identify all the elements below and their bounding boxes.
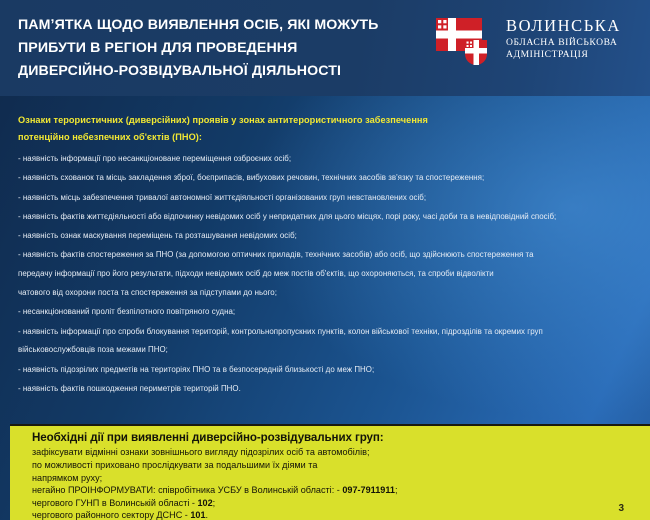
indicator-line: - наявність інформації про несанкціоноване переміщення озброєних осіб; [18, 154, 292, 163]
indicator-line: - наявність фактів пошкодження периметрів територій ПНО. [18, 383, 241, 393]
page-title-line-1: ПАМʼЯТКА ЩОДО ВИЯВЛЕННЯ ОСІБ, ЯКІ МОЖУТЬ [18, 17, 379, 33]
indicator-line: передачу інформації про його результати, підходи невідомих осіб до меж постів об'єктів, що охороняються, та спроби відволікти [18, 269, 494, 279]
indicator-line: - несанкціонований проліт безпілотного повітряного судна; [18, 307, 236, 317]
required-actions-list [32, 446, 650, 520]
required-action-line: по можливості приховано прослідкувати за подальшими їх діями та [32, 460, 318, 471]
indicator-item [18, 154, 640, 165]
required-actions-heading: Необхідні дії при виявленні диверсійно-розвідувальних груп: [32, 431, 384, 444]
indicator-item [18, 384, 640, 395]
required-action-line: чергового ГУНП в Волинській області - 102; [32, 497, 216, 508]
required-action-line: напрямком руху; [32, 472, 103, 483]
indicator-line: - наявність ознак маскування переміщень та розташування невідомих осіб; [18, 231, 297, 241]
header-bar [0, 0, 650, 96]
indicator-item [18, 173, 640, 184]
organization-name [506, 14, 621, 62]
section-subtitle-line-1: Ознаки терористичних (диверсійних) проявів у зонах антитерористичного забезпечення [18, 115, 428, 125]
indicator-line: - наявність фактів спостереження за ПНО (за допомогою оптичних приладів, технічних засобів) або осіб, що здійснюють спостереження та [18, 250, 534, 260]
required-action-line: чергового районного сектору ДСНС - 101. [32, 510, 209, 520]
indicator-line: - наявність місць забезпечення тривалої автономної життєдіяльності організованих груп невстановлених осіб; [18, 192, 427, 202]
indicator-item [18, 231, 640, 242]
required-action-line: зафіксувати відмінні ознаки зовнішнього вигляду підозрілих осіб та автомобілів; [32, 447, 370, 458]
indicator-line: - наявність фактів життєдіяльності або відпочинку невідомих осіб у непридатних для цього місцях, порі року, часі доби та в невідповідний спосіб; [18, 211, 557, 221]
page-number: 3 [618, 503, 624, 514]
indicator-item [18, 327, 640, 357]
organization-logo [435, 0, 650, 74]
volyn-coat-of-arms-icon [435, 14, 497, 74]
indicator-item [18, 307, 640, 318]
page-title-line-2: ПРИБУТИ В РЕГІОН ДЛЯ ПРОВЕДЕННЯ [18, 40, 298, 56]
page-title-line-3: ДИВЕРСІЙНО-РОЗВІДУВАЛЬНОЇ ДІЯЛЬНОСТІ [18, 63, 342, 79]
indicator-line: військовослужбовців поза межами ПНО; [18, 345, 168, 355]
required-action-line: негайно ПРОІНФОРМУВАТИ: співробітника УСБУ в Волинській області: - 097-7911911; [32, 485, 398, 496]
indicator-item [18, 193, 640, 204]
indicator-line: - наявність схованок та місць закладення зброї, боєприпасів, вибухових речовин, технічних засобів зв'язку та спостереження; [18, 173, 485, 183]
indicator-line: - наявність інформації про спроби блокування територій, контрольнопропускних пунктів, колон військової техніки, підрозділів та окремих груп [18, 326, 543, 336]
organization-name-line-1: ВОЛИНСЬКА [506, 16, 621, 35]
required-actions-box [10, 424, 650, 520]
section-subtitle-line-2: потенційно небезпечних об'єктів (ПНО): [18, 132, 203, 143]
organization-name-line-2: ОБЛАСНА ВІЙСЬКОВА [506, 36, 618, 48]
indicator-line: чатового від охорони поста та спостереження за підступами до нього; [18, 288, 277, 298]
page-title [0, 0, 435, 83]
indicator-item [18, 250, 640, 298]
indicator-item [18, 365, 640, 376]
section-subtitle [18, 112, 563, 146]
organization-name-line-3: АДМІНІСТРАЦІЯ [506, 49, 589, 61]
indicator-item [18, 212, 640, 223]
indicator-line: - наявність підозрілих предметів на територіях ПНО та в безпосередній близькості до меж ПНО; [18, 364, 375, 374]
indicators-list [18, 154, 640, 403]
